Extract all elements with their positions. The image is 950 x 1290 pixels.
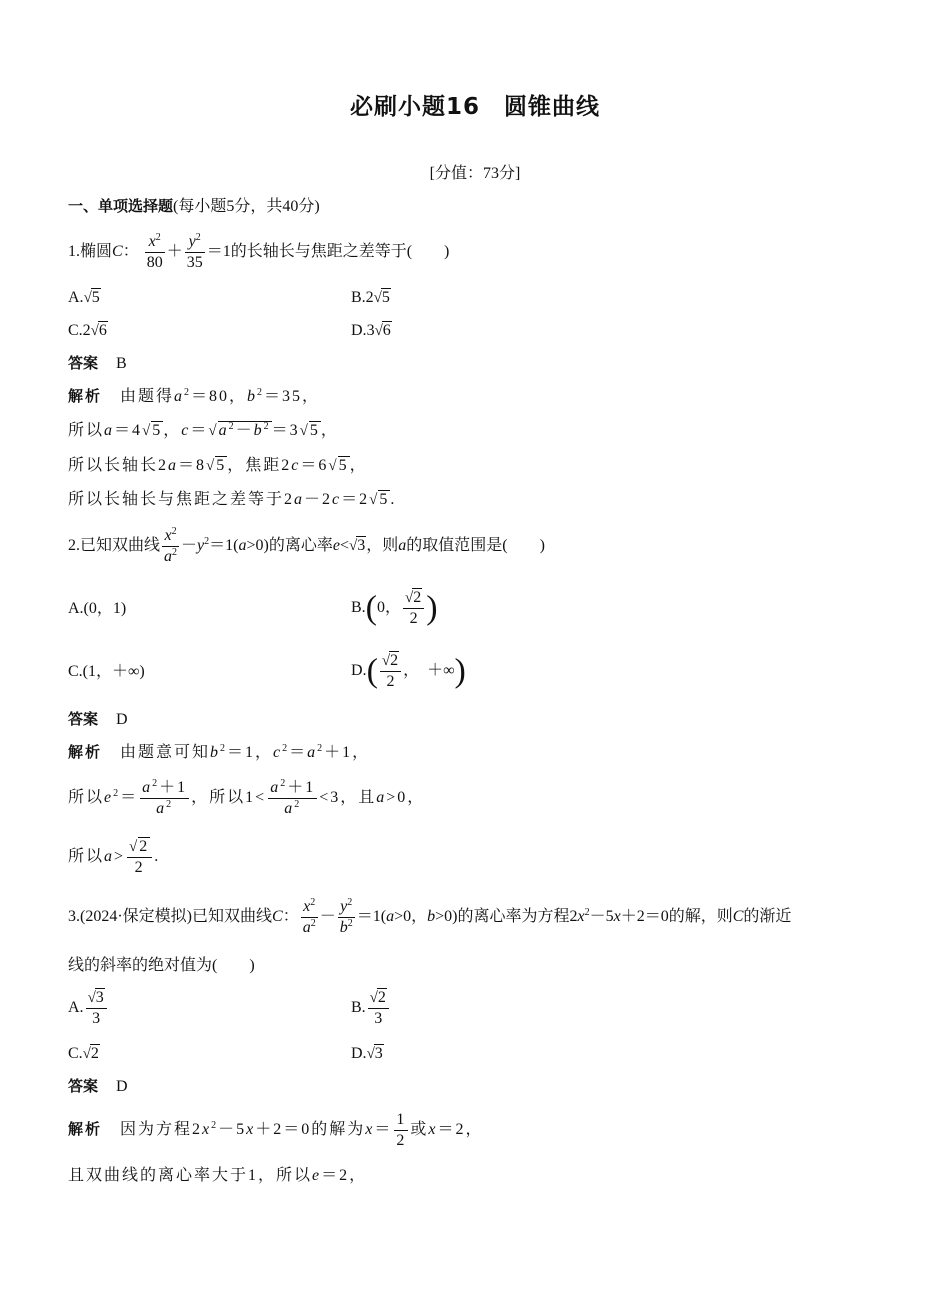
text: >0)的离心率 [246,537,333,555]
q2-option-a[interactable] [68,598,126,620]
text: 的取值范围是( ) [406,537,545,555]
analysis-label: 解析 [68,1120,103,1139]
text: 或 [410,1121,429,1139]
var: c [273,744,283,761]
radicand: 5 [152,422,163,439]
q2-analysis-1 [68,741,370,764]
q1-stem [68,232,449,273]
exp: 2 [347,897,353,908]
text: 2 [192,1121,203,1139]
sqrt: √3 [348,537,366,555]
exp: 2 [113,788,121,800]
q3-analysis-1 [68,1110,484,1151]
text: ＝1， [227,744,274,761]
den: 80 [146,254,163,271]
sqrt: √5 [299,422,320,439]
var: x [428,1121,438,1139]
exp: 2 [263,421,271,432]
coef: 2 [365,289,374,306]
q2-number: 2. [68,537,80,555]
var: a [284,800,295,817]
q3-number: 3. [68,908,80,926]
var: a [164,548,173,565]
text: － [235,422,254,439]
text: > [114,848,126,866]
text: ＝8 [178,457,207,474]
answer-value: B [116,355,127,372]
var: a [302,919,311,936]
text: < [339,537,349,555]
option-label: A. [68,999,84,1017]
var: a [156,800,167,817]
option-label: D. [351,322,367,339]
q2-option-c[interactable] [68,661,145,683]
radicand: 2 [377,989,386,1006]
var: y [197,537,205,555]
text: ，焦距 [227,457,282,474]
text: . [390,491,397,508]
text: ＝2， [321,1167,368,1184]
var: a [168,457,179,474]
exp: 2 [220,743,228,754]
exp: 2 [166,799,174,810]
exp: 2 [310,918,316,929]
radicand: 2 [390,651,399,669]
sqrt: √5 [328,457,349,474]
exp: 2 [282,743,290,754]
var: a [270,779,281,796]
fraction [301,897,318,938]
q1-answer [68,352,127,375]
sqrt: $√a^2-b^2$ [208,421,271,439]
var: x [577,908,585,926]
text: ＋2＝0的解为 [255,1121,366,1139]
den: 35 [186,254,203,271]
coef: 2 [82,322,91,339]
q2-answer [68,708,128,731]
text: ＋1 [159,779,188,796]
q2-analysis-3 [68,837,160,878]
q2-option-d[interactable]: D.( $\frac{√2}{2}$ ， ＋∞) [351,651,466,690]
option-label: A. [68,289,84,306]
var: x [303,898,311,915]
option-label: B. [351,599,366,616]
text: 已知双曲线 [192,908,273,926]
text: ＝1( [356,908,387,926]
option-label: B. [351,289,366,306]
den: 2 [409,609,418,627]
radicand [218,421,272,440]
sqrt: √5 [83,289,100,306]
text: 因为方程 [120,1121,193,1139]
fraction [162,526,179,567]
section-note: (每小题5分，共40分) [173,198,320,215]
fraction: $\frac{√2}{2}$ [403,588,424,629]
text: 所以长轴长与焦距之差等于 [68,491,285,508]
exp: 2 [310,897,316,908]
q3-option-a[interactable] [68,988,109,1029]
section-title: 一、单项选择题 [68,197,174,215]
option-label: B. [351,999,366,1017]
var: a [104,422,115,439]
text: ， ＋∞ [403,662,455,679]
den: 2 [396,1132,407,1149]
text: －5 [218,1121,247,1139]
analysis-label: 解析 [68,743,103,761]
radicand: 2 [413,588,422,606]
text: 2 [281,457,292,474]
q3-analysis-2 [68,1165,367,1187]
score-line: [分值：73分] [429,165,521,182]
var: x [164,527,172,544]
text: ＝2， [437,1121,484,1139]
fraction [185,232,205,273]
sqrt: √3 [366,1045,383,1062]
q1-number: 1. [68,243,80,261]
section-heading [68,195,320,218]
fraction [145,232,165,273]
exp: 2 [204,536,210,548]
plus: ＋ [166,243,183,261]
exp: 2 [280,778,288,789]
var: a [218,422,229,439]
text: －5 [589,908,614,926]
option-label: D. [351,662,367,679]
text: ＝80， [191,388,248,405]
fraction [140,778,189,819]
radicand: 6 [382,322,391,339]
text: 所以 [68,422,105,439]
radicand: 6 [98,322,107,339]
text: ＝ [289,744,308,761]
radicand: 5 [381,289,390,306]
sqrt: √6 [90,322,107,339]
text: 且双曲线的离心率大于1，所以 [68,1167,313,1184]
q3-option-b[interactable] [351,988,391,1029]
fraction: $\frac{√3}{3}$ [86,988,107,1029]
var: C [272,908,283,926]
text: ， [163,422,182,439]
text: >0， [394,908,428,926]
answer-label: 答案 [68,354,99,372]
exp: 2 [155,232,161,243]
q1-option-b[interactable] [351,287,391,309]
q1-analysis-4 [68,489,396,511]
q1-analysis-2 [68,420,339,442]
var: b [253,422,264,439]
var: C [732,908,744,926]
fraction: $\frac{√2}{2}$ [380,651,401,692]
option-label: C. [68,322,83,339]
text: 0， [377,599,402,616]
q1-analysis-1 [68,385,320,408]
var: x [613,908,621,926]
option-label: C. [68,1045,83,1062]
exp: 2 [317,743,325,754]
radicand: 2 [139,838,150,855]
radicand: 3 [95,989,104,1006]
var: a [307,744,318,761]
var: c [291,457,301,474]
var: x [148,233,156,250]
text: －2 [304,491,333,508]
exp: 2 [294,799,302,810]
page-title: 必刷小题16 圆锥曲线 [349,94,600,120]
exp: 2 [152,778,160,789]
var: e [312,1167,322,1184]
var: y [340,898,348,915]
var: a [386,908,395,926]
fraction [338,897,355,938]
radicand: 5 [216,457,227,474]
answer-value: D [116,1078,128,1095]
den: 2 [134,859,145,876]
var: a [376,789,387,807]
var: c [181,422,191,439]
coef: 3 [366,322,375,339]
text: 的渐近 [743,908,792,926]
text: ＝ [374,1121,393,1139]
den: 2 [386,672,395,690]
text: 由题得 [120,388,175,405]
q3-option-c[interactable] [68,1043,100,1065]
exp: 2 [228,421,236,432]
var: a [104,848,115,866]
var: e [332,537,340,555]
exp: 2 [257,387,265,398]
text: ＝ [120,789,139,807]
fraction [268,778,317,819]
q1-stem-post: ＝1的长轴长与焦距之差等于( ) [206,243,450,261]
text: ＝4 [114,422,143,439]
num: 1 [394,1110,408,1131]
source: (2024·保定模拟) [80,908,192,926]
text: ＝6 [300,457,329,474]
fraction: $\frac{√2}{2}$ [127,837,152,878]
text: ＋2＝0的解，则 [620,908,733,926]
q2-option-b[interactable]: B.(0， $\frac{√2}{2}$ ) [351,588,438,627]
text: ＋1 [287,779,316,796]
option-label: D. [351,1045,367,1062]
q1-option-a[interactable] [68,287,101,309]
sqrt: √5 [369,491,390,508]
q2-analysis-2 [68,778,425,819]
exp: 2 [184,387,192,398]
text: ，则 [366,537,399,555]
text: 2 [284,491,295,508]
text: . [154,848,161,866]
den: 3 [92,1010,101,1027]
analysis-label: 解析 [68,387,103,405]
text: ＝ [190,422,209,439]
exp: 2 [171,526,177,537]
var: a [238,537,247,555]
text: ＝1( [209,537,239,555]
var: b [339,919,348,936]
sqrt: √5 [373,289,390,306]
q1-analysis-3 [68,455,368,477]
text: ＝2 [341,491,370,508]
option-label: A.(0，1) [68,600,127,617]
text: ， [320,422,339,439]
colon: ： [122,243,139,261]
text: ＋1， [324,744,371,761]
text: 由题意可知 [120,744,211,761]
sqrt: √5 [206,457,227,474]
var: c [332,491,342,508]
text: ，所以1< [191,789,267,807]
exp: 2 [347,918,353,929]
q1-option-d[interactable] [351,320,392,342]
var: y [188,233,196,250]
var: b [247,388,258,405]
text: >0)的离心率为方程 [435,908,570,926]
var-C: C [112,243,123,261]
q1-stem-text: 椭圆 [80,243,113,261]
text: 所以长轴长 [68,457,159,474]
var: b [210,744,221,761]
option-label: C.(1，＋∞) [68,663,145,680]
fraction [394,1110,408,1151]
answer-value: D [116,711,128,728]
q3-stem: 3.(2024·保定模拟)已知双曲线C： $\frac{x^2}{a^2}$ － $\frac{y^2}{b^2}$ ＝1(a>0，b>0)的离心率为方程$2x^2-5x+2=0$的解，则C的渐近 [68,897,792,936]
q3-answer [68,1075,128,1098]
var: a [142,779,153,796]
radicand: 2 [90,1045,99,1062]
exp: 2 [584,907,590,919]
q2-stem [68,526,545,567]
q3-option-d[interactable] [351,1043,384,1065]
text: 所以 [68,848,105,866]
text: >0， [386,789,426,807]
text: 所以 [68,789,105,807]
sqrt: √5 [142,422,163,439]
text: 2 [158,457,169,474]
q3-stem-line2: 线的斜率的绝对值为( ) [68,957,255,974]
var: a [398,537,407,555]
text: ： [282,908,299,926]
exp: 2 [172,547,178,558]
sqrt: √6 [374,322,391,339]
answer-label: 答案 [68,710,99,728]
text: ＝3 [271,422,300,439]
var: x [365,1121,375,1139]
exp: 2 [211,1120,219,1132]
text: ＝35， [264,388,321,405]
sqrt: √2 [82,1045,99,1062]
exp: 2 [195,232,201,243]
radicand: 5 [338,457,349,474]
fraction: $\frac{√2}{3}$ [368,988,389,1029]
text: － [181,537,198,555]
den: 3 [374,1010,383,1027]
text: 2 [569,908,578,926]
text: <3，且 [319,789,377,807]
text: ， [349,457,368,474]
text: 已知双曲线 [80,537,161,555]
answer-label: 答案 [68,1077,99,1095]
radicand: 5 [91,289,100,306]
radicand: 3 [374,1045,383,1062]
radicand: 5 [379,491,390,508]
var: x [202,1121,212,1139]
radicand: 3 [357,537,366,555]
var: e [104,789,114,807]
var: x [246,1121,256,1139]
var: a [174,388,185,405]
radicand: 5 [309,422,320,439]
q1-option-c[interactable] [68,320,108,342]
var: a [294,491,305,508]
var: b [427,908,436,926]
